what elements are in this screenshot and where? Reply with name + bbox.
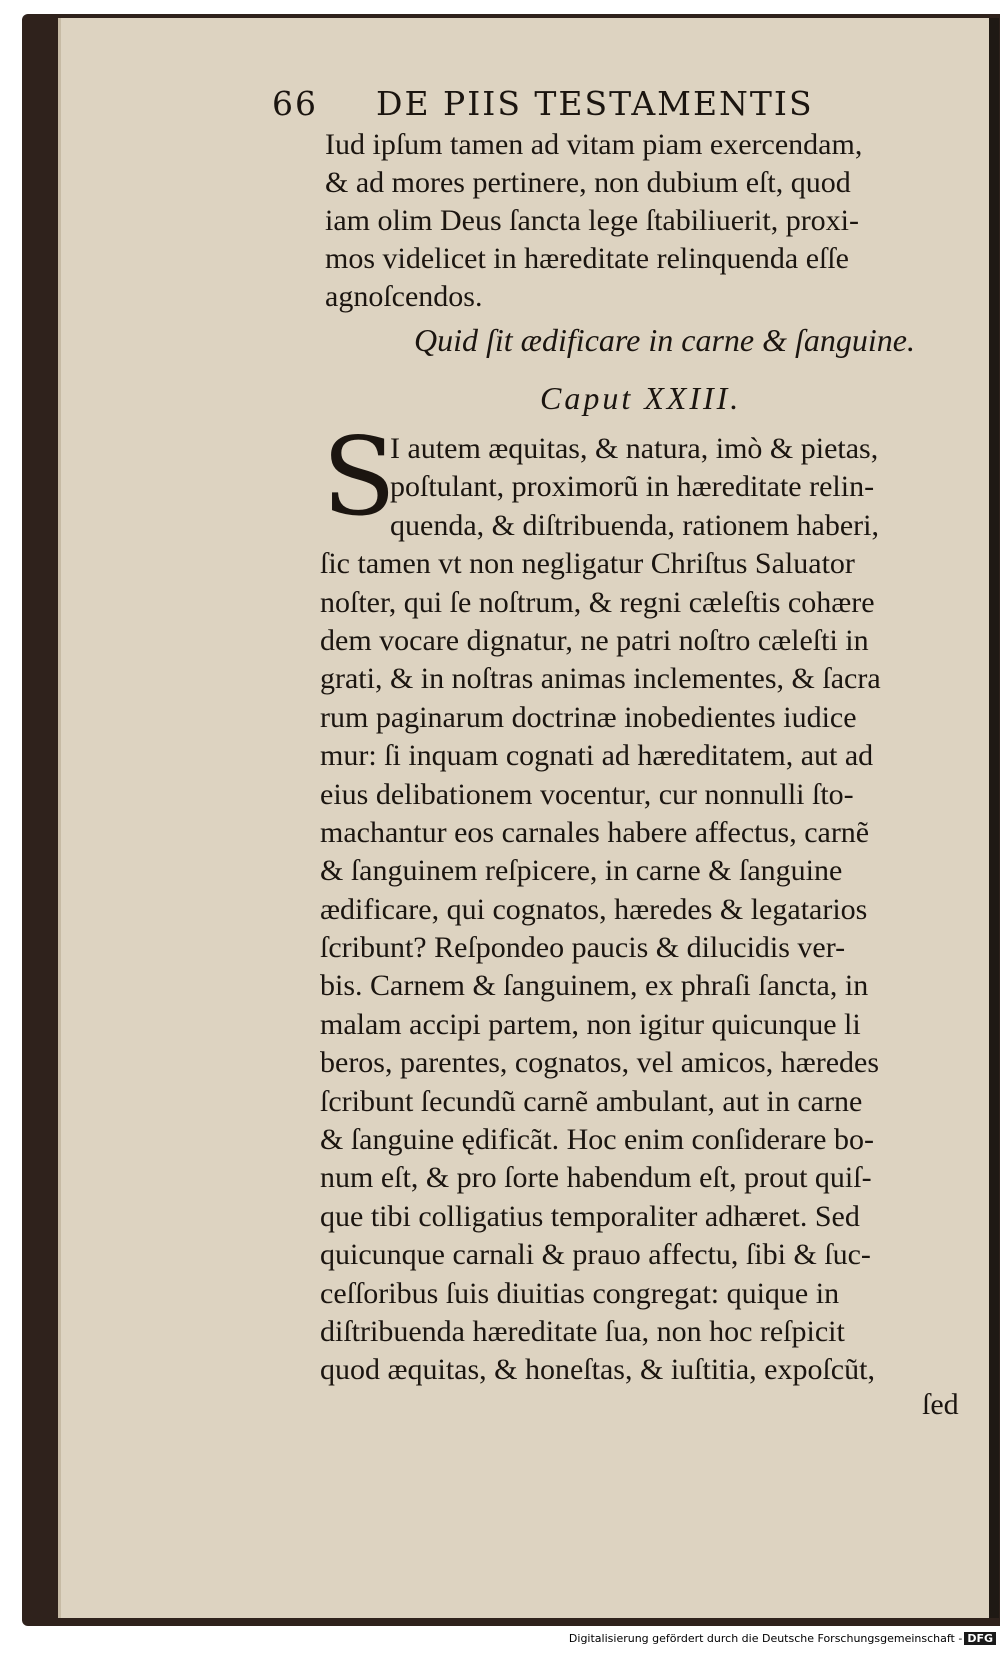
- text-line: rum paginarum doctrinæ inobedientes iudice: [320, 700, 857, 734]
- running-title: DE PIIS TESTAMENTIS: [376, 84, 814, 123]
- text-line: I autem æquitas, & natura, imò & pietas,: [390, 432, 879, 465]
- drop-capital: S: [322, 415, 396, 540]
- chapter-number: Caput XXIII.: [540, 380, 742, 416]
- text-line: poſtulant, proximorũ in hæreditate relin-: [390, 470, 875, 504]
- text-line: Iud ipſum tamen ad vitam piam exercendam,: [325, 128, 863, 161]
- text-line: diſtribuenda hæreditate ſua, non hoc reſpicit: [320, 1314, 845, 1348]
- text-line: bis. Carnem & ſanguinem, ex phraſi ſancta, in: [320, 969, 869, 1003]
- catchword: ſed: [922, 1388, 959, 1421]
- text-line: ſcribunt ſecundũ carnẽ ambulant, aut in carne: [320, 1084, 863, 1118]
- text-line: num eſt, & pro ſorte habendum eſt, prout quiſ-: [320, 1161, 872, 1195]
- text-line: ceſſoribus ſuis diuitias congregat: quique in: [320, 1276, 840, 1310]
- text-line: noſter, qui ſe noſtrum, & regni cæleſtis cohære: [320, 585, 875, 619]
- running-header: [272, 84, 912, 123]
- text-line: quicunque carnali & prauo affectu, ſibi & ſuc-: [320, 1238, 871, 1272]
- text-line: beros, parentes, cognatos, vel amicos, hæredes: [320, 1046, 879, 1080]
- text-line: & ſanguinem reſpicere, in carne & ſanguine: [320, 854, 843, 888]
- text-line: iam olim Deus ſancta lege ſtabiliuerit, proxi-: [325, 204, 860, 237]
- text-line: grati, & in noſtras animas inclementes, & ſacra: [320, 662, 881, 696]
- page-number: 66: [272, 84, 318, 123]
- chapter-title: Quid ſit ædificare in carne & ſanguine.: [414, 322, 915, 358]
- text-line: mur: ſi inquam cognati ad hæreditatem, aut ad: [320, 739, 874, 773]
- text-line: quenda, & diſtribuenda, rationem haberi,: [390, 508, 880, 542]
- text-line: agnoſcendos.: [325, 280, 483, 313]
- text-line: malam accipi partem, non igitur quicunque li: [320, 1007, 861, 1041]
- text-line: & ſanguine ędificãt. Hoc enim conſiderare bo-: [320, 1123, 874, 1157]
- text-line: & ad mores pertinere, non dubium eſt, quod: [325, 166, 851, 199]
- text-line: ſic tamen vt non negligatur Chriſtus Saluator: [320, 547, 855, 581]
- text-line: dem vocare dignatur, ne patri noſtro cæleſti in: [320, 623, 869, 657]
- credit-text: Digitalisierung gefördert durch die Deutsche Forschungsgemeinschaft -: [568, 1632, 963, 1645]
- digitization-credit: [569, 1632, 996, 1645]
- text-line: eius delibationem vocentur, cur nonnulli ſto-: [320, 777, 854, 811]
- text-line: que tibi colligatius temporaliter adhæret. Sed: [320, 1199, 860, 1233]
- text-line: mos videlicet in hæreditate relinquenda eſſe: [325, 242, 849, 275]
- preceding-paragraph: [325, 126, 985, 316]
- text-line: machantur eos carnales habere affectus, carnẽ: [320, 815, 870, 849]
- text-line: ſcribunt? Reſpondeo paucis & dilucidis ver-: [320, 931, 846, 965]
- text-line: quod æquitas, & honeſtas, & iuſtitia, expoſcũt,: [320, 1353, 875, 1387]
- dfg-logo: DFG: [964, 1632, 996, 1645]
- text-line: ædificare, qui cognatos, hæredes & legatarios: [320, 892, 868, 926]
- chapter-body: [320, 430, 995, 1390]
